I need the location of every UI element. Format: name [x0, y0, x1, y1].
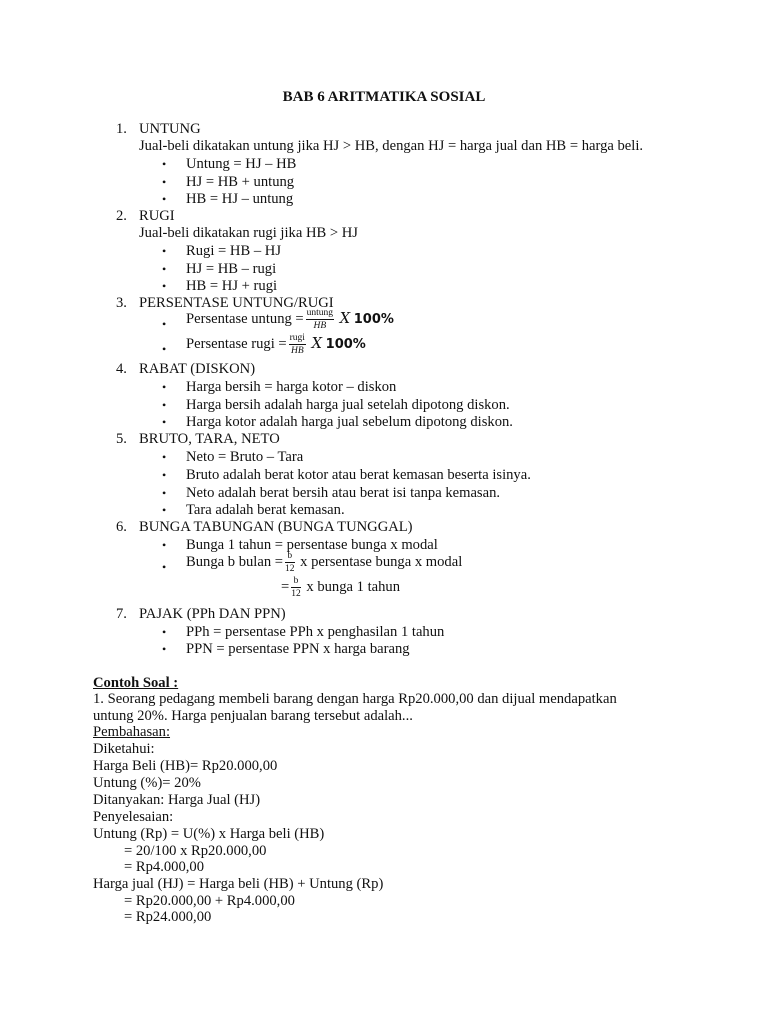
bullet-icon: •: [162, 415, 167, 429]
section-number: 3.: [116, 295, 127, 311]
bullet-text: Neto adalah berat bersih atau berat isi tanpa kemasan.: [186, 485, 501, 501]
bullet-text: Untung = HJ – HB: [186, 156, 297, 172]
multiply-symbol: X: [339, 310, 351, 327]
fraction: [285, 551, 295, 574]
bullet-icon: •: [162, 560, 167, 574]
section-number: 5.: [116, 431, 127, 447]
asked-line: Ditanyakan: Harga Jual (HJ): [93, 792, 261, 808]
formula-percent-loss: [186, 333, 366, 356]
bullet-icon: •: [162, 317, 167, 331]
solution-step: Harga jual (HJ) = Harga beli (HB) + Untung (Rp): [93, 876, 384, 892]
bullet-text: HB = HJ – untung: [186, 191, 294, 207]
section-heading: RUGI: [139, 208, 175, 224]
bullet-text: Harga kotor adalah harga jual sebelum dipotong diskon.: [186, 414, 513, 430]
bullet-icon: •: [162, 192, 167, 206]
bullet-icon: •: [162, 380, 167, 394]
fraction: [291, 576, 301, 599]
fraction-numerator: rugi: [289, 333, 305, 344]
known-label: Diketahui:: [93, 741, 155, 757]
fraction-numerator: b: [291, 576, 301, 588]
section-heading: RABAT (DISKON): [139, 361, 256, 377]
fraction-denominator: HB: [313, 321, 327, 332]
formula-rest: x bunga 1 tahun: [306, 579, 401, 595]
section-heading: PAJAK (PPh DAN PPN): [139, 606, 286, 622]
bullet-text: Harga bersih adalah harga jual setelah dipotong diskon.: [186, 397, 510, 413]
solution-step: = Rp24.000,00: [124, 909, 212, 925]
question-line: 1. Seorang pedagang membeli barang dengan harga Rp20.000,00 dan dijual mendapatkan: [93, 691, 617, 707]
bullet-icon: •: [162, 486, 167, 500]
section-heading: PERSENTASE UNTUNG/RUGI: [139, 295, 334, 311]
fraction-numerator: b: [285, 551, 295, 563]
percent-value: 100%: [353, 312, 394, 327]
bullet-text: HJ = HB – rugi: [186, 261, 277, 277]
page-title: BAB 6 ARITMATIKA SOSIAL: [282, 89, 486, 105]
section-heading: BRUTO, TARA, NETO: [139, 431, 280, 447]
formula-label: Persentase untung =: [186, 311, 304, 327]
bullet-text: Neto = Bruto – Tara: [186, 449, 304, 465]
bullet-icon: •: [162, 538, 167, 552]
bullet-icon: •: [162, 342, 167, 356]
formula-label: =: [281, 579, 290, 595]
section-heading: BUNGA TABUNGAN (BUNGA TUNGGAL): [139, 519, 413, 535]
known-item: Untung (%)= 20%: [93, 775, 201, 791]
bullet-icon: •: [162, 642, 167, 656]
section-number: 1.: [116, 121, 127, 137]
section-number: 7.: [116, 606, 127, 622]
bullet-text: PPN = persentase PPN x harga barang: [186, 641, 410, 657]
solution-step: = Rp20.000,00 + Rp4.000,00: [124, 893, 295, 909]
formula-percent-profit: [186, 308, 394, 331]
bullet-text: HJ = HB + untung: [186, 174, 295, 190]
discussion-label: Pembahasan:: [93, 724, 171, 740]
multiply-symbol: X: [311, 335, 322, 352]
formula-interest-months: [186, 551, 462, 574]
question-line: untung 20%. Harga penjualan barang tersebut adalah...: [93, 708, 413, 724]
bullet-text: PPh = persentase PPh x penghasilan 1 tahun: [186, 624, 445, 640]
solution-step: Untung (Rp) = U(%) x Harga beli (HB): [93, 826, 325, 842]
fraction: [289, 333, 306, 356]
bullet-icon: •: [162, 262, 167, 276]
section-number: 6.: [116, 519, 127, 535]
section-number: 2.: [116, 208, 127, 224]
formula-label: Persentase rugi =: [186, 336, 287, 352]
fraction: [306, 308, 334, 331]
fraction-denominator: 12: [285, 564, 295, 575]
bullet-icon: •: [162, 450, 167, 464]
solution-label: Penyelesaian:: [93, 809, 174, 825]
bullet-icon: •: [162, 503, 167, 517]
formula-interest-continuation: [281, 576, 400, 599]
bullet-text: HB = HJ + rugi: [186, 278, 278, 294]
bullet-icon: •: [162, 279, 167, 293]
bullet-icon: •: [162, 244, 167, 258]
bullet-text: Bunga 1 tahun = persentase bunga x modal: [186, 537, 438, 553]
bullet-text: Tara adalah berat kemasan.: [186, 502, 345, 518]
example-heading: Contoh Soal :: [93, 675, 179, 691]
formula-label: Bunga b bulan =: [186, 554, 283, 570]
fraction-denominator: 12: [291, 589, 301, 600]
section-intro: Jual-beli dikatakan rugi jika HB > HJ: [139, 225, 358, 241]
section-number: 4.: [116, 361, 127, 377]
solution-step: = Rp4.000,00: [124, 859, 204, 875]
formula-rest: x persentase bunga x modal: [300, 554, 463, 570]
fraction-numerator: untung: [306, 308, 334, 319]
bullet-text: Harga bersih = harga kotor – diskon: [186, 379, 397, 395]
fraction-denominator: HB: [290, 346, 304, 357]
percent-value: 100%: [325, 337, 366, 352]
known-item: Harga Beli (HB)= Rp20.000,00: [93, 758, 278, 774]
bullet-icon: •: [162, 175, 167, 189]
bullet-text: Rugi = HB – HJ: [186, 243, 281, 259]
section-heading: UNTUNG: [139, 121, 201, 137]
bullet-icon: •: [162, 625, 167, 639]
solution-step: = 20/100 x Rp20.000,00: [124, 843, 267, 859]
section-intro: Jual-beli dikatakan untung jika HJ > HB, dengan HJ = harga jual dan HB = harga beli.: [139, 138, 644, 154]
bullet-icon: •: [162, 398, 167, 412]
bullet-text: Bruto adalah berat kotor atau berat kemasan beserta isinya.: [186, 467, 531, 483]
bullet-icon: •: [162, 468, 167, 482]
bullet-icon: •: [162, 157, 167, 171]
